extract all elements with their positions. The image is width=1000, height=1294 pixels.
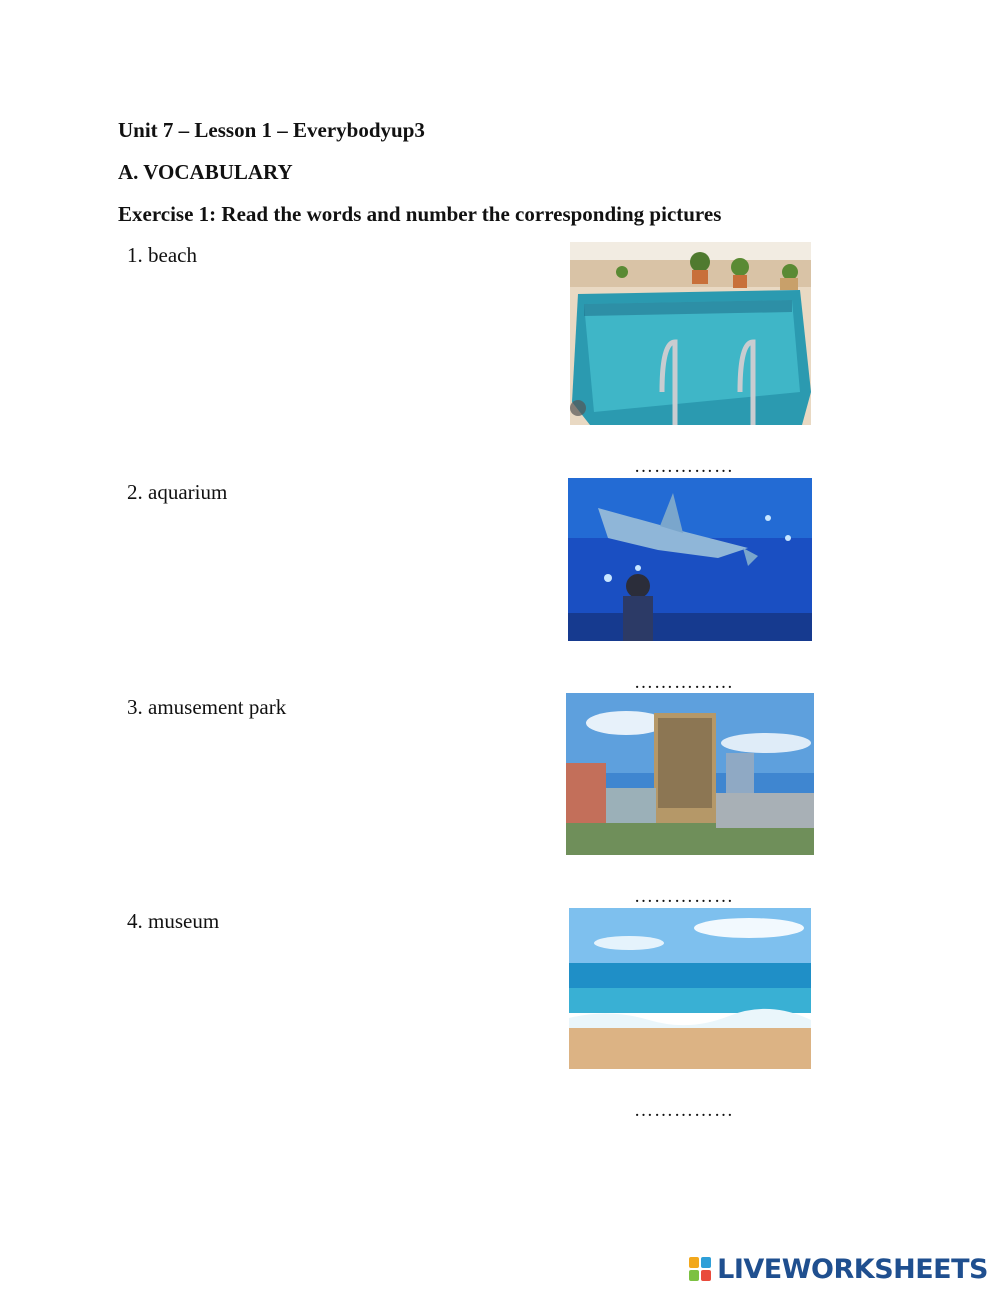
exercise-instruction: Exercise 1: Read the words and number the corresponding pictures <box>118 202 722 226</box>
swimming-pool-image <box>570 242 811 425</box>
beach-image <box>569 908 811 1069</box>
city-buildings-image <box>566 693 814 855</box>
page-title: Unit 7 – Lesson 1 – Everybodyup3 <box>118 118 425 142</box>
section-heading: A. VOCABULARY <box>118 160 293 184</box>
word-item-1: 1. beach <box>127 243 197 267</box>
word-item-3: 3. amusement park <box>127 695 287 719</box>
brand-name: LIVEWORKSHEETS <box>717 1253 988 1285</box>
answer-blank-1[interactable]: …………… <box>634 456 734 477</box>
answer-blank-4[interactable]: …………… <box>634 1100 734 1121</box>
answer-blank-2[interactable]: …………… <box>634 672 734 693</box>
brand-icon <box>689 1257 711 1281</box>
liveworksheets-logo <box>689 1254 988 1284</box>
answer-blank-3[interactable]: …………… <box>634 886 734 907</box>
word-item-2: 2. aquarium <box>127 480 228 504</box>
aquarium-image <box>568 478 812 641</box>
word-item-4: 4. museum <box>127 909 220 933</box>
